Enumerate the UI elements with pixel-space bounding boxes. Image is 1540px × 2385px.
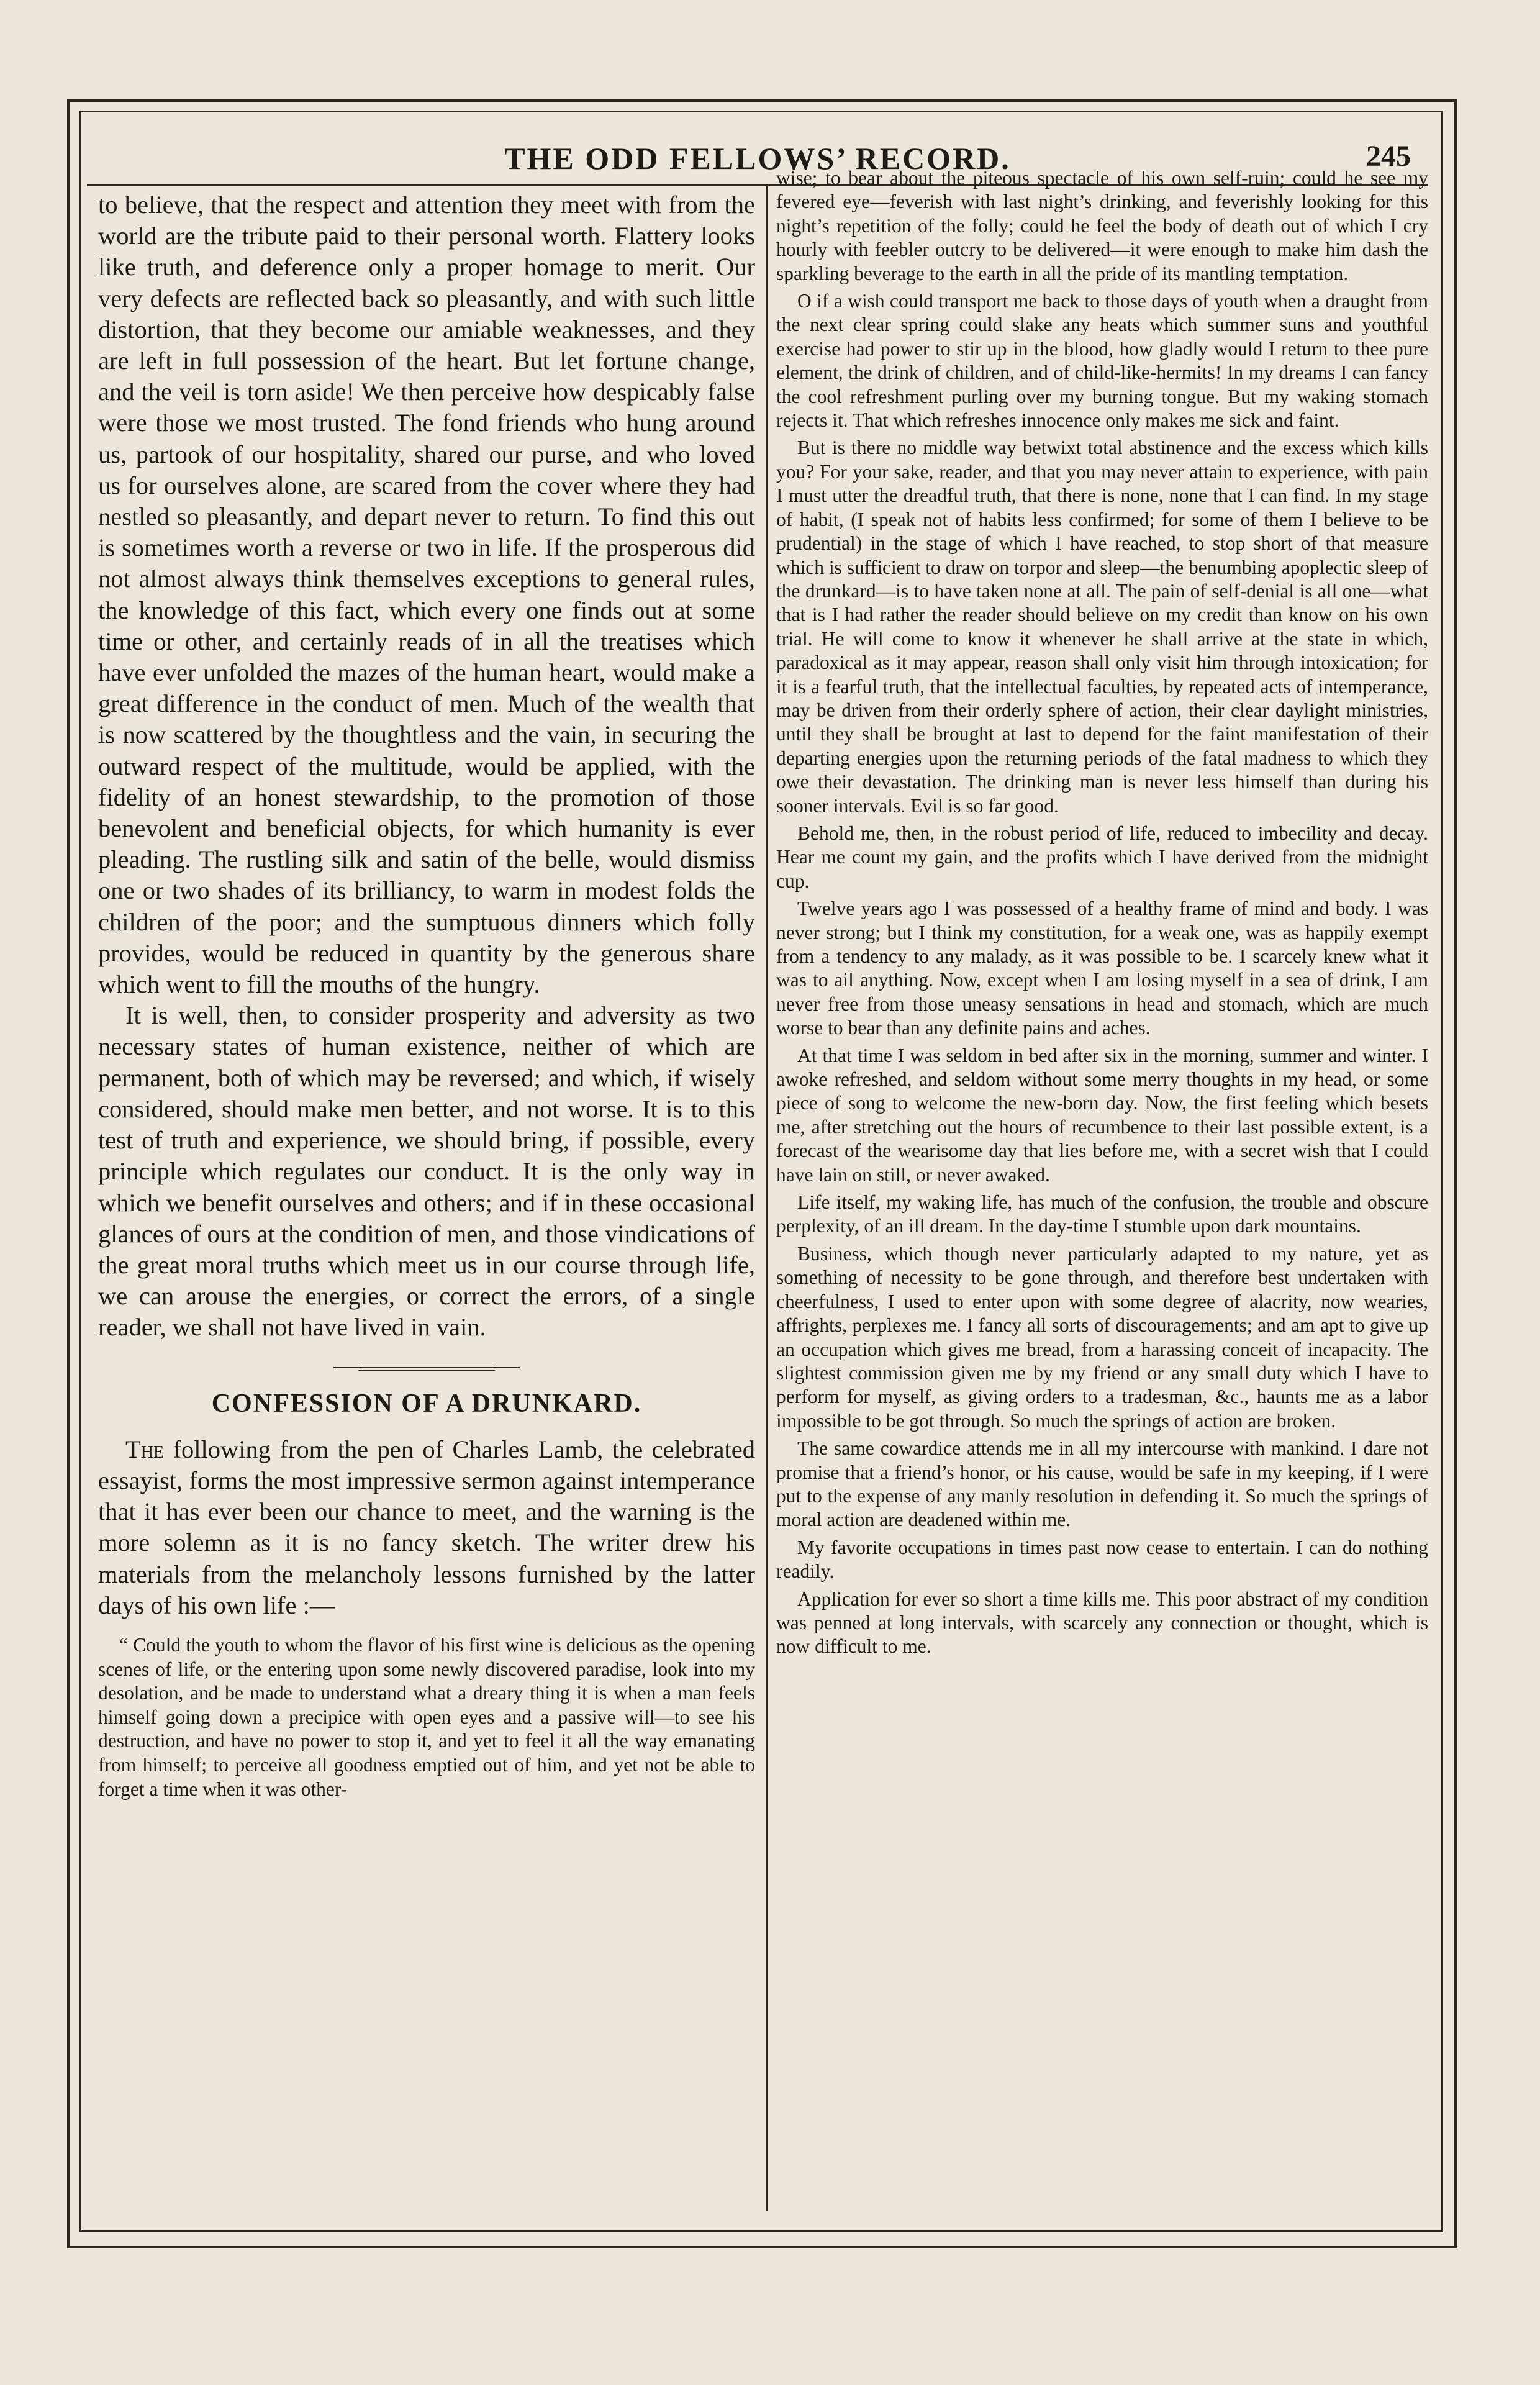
quote-paragraph: “ Could the youth to whom the flavor of his first wine is delicious as the opening scenes of life, or the entering upon some newly discovered paradise, look into my desolation, and be made to understand what a dreary thing it is when a man feels himself going down a precipice with open eyes and a passive will—to see his destruction, and have no power to stop it, and yet to feel it all the way emanating from himself; to perceive all goodness emptied out of him, and yet not be able to forget a time when it was other-	[98, 1633, 755, 1800]
paragraph: Twelve years ago I was possessed of a healthy frame of mind and body. I was never strong; but I think my constitution, for a weak one, was as happily exempt from a tendency to any malady, as it was possible to be. I scarcely knew what it was to ail anything. Now, except when I am losing myself in a sea of drink, I am never free from those uneasy sensations in head and stomach, which are much worse to bear than any definite pains and aches.	[776, 897, 1428, 1039]
publication-title: THE ODD FELLOWS’ RECORD.	[504, 141, 1011, 176]
paragraph: Behold me, then, in the robust period of life, reduced to imbecility and decay. Hear me count my gain, and the profits which I have derived from the midnight cup.	[776, 822, 1428, 892]
paragraph: O if a wish could transport me back to those days of youth when a draught from the next clear spring could slake any heats which summer suns and youthful exercise had power to stir up in the blood, how gladly would I return to thee pure element, the drink of children, and of child-like-hermits! In my dreams I can fancy the cool refreshment purling over my burning tongue. But my waking stomach rejects it. That which refreshes innocence only makes me sick and faint.	[776, 290, 1428, 432]
column-divider	[766, 186, 768, 2211]
section-title: CONFESSION OF A DRUNKARD.	[211, 1389, 642, 1418]
right-column	[776, 166, 1428, 1659]
paragraph: My favorite occupations in times past now cease to entertain. I can do nothing readily.	[776, 1536, 1428, 1583]
paragraph: to believe, that the respect and attention they meet with from the world are the tribute paid to their personal worth. Flattery looks like truth, and deference only a proper homage to merit. Our very defects are reflected back so pleasantly, and with such little distortion, that they become our amiable weaknesses, and they are left in full possession of the heart. But let fortune change, and the veil is torn aside! We then perceive how despicably false were those we most trusted. The fond friends who hung around us, partook of our hospitality, shared our purse, and who loved us for ourselves alone, are scared from the cover where they had nestled so pleasantly, and depart never to return. To find this out is sometimes worth a reverse or two in life. If the prosperous did not almost always think themselves exceptions to general rules, the knowledge of this fact, which every one finds out at some time or other, and certainly reads of in all the treatises which have ever unfolded the mazes of the human heart, would make a great difference in the conduct of men. Much of the wealth that is now scattered by the thoughtless and the vain, in securing the outward respect of the multitude, would be applied, with the fidelity of an honest stewardship, to the promotion of those benevolent and beneficial objects, for which humanity is ever pleading. The rustling silk and satin of the belle, would dismiss one or two shades of its brilliancy, to warm in modest folds the children of the poor; and the sumptuous dinners which folly provides, would be reduced in quantity by the generous share which went to fill the mouths of the hungry.	[98, 191, 755, 999]
paragraph: wise; to bear about the piteous spectacle of his own self-ruin; could he see my fevered eye—feverish with last night’s drinking, and feverishly looking for this night’s repetition of the folly; could he feel the body of death out of which I cry hourly with feebler outcry to be delivered—it were enough to make him dash the sparkling beverage to the earth in all the pride of its mantling temptation.	[776, 167, 1428, 284]
page-number: 245	[1366, 140, 1411, 173]
intro-first-word: The	[125, 1435, 165, 1463]
left-column	[98, 189, 755, 1801]
paragraph: It is well, then, to consider prosperity and adversity as two necessary states of human existence, neither of which are permanent, both of which may be reversed; and which, if wisely considered, should make men better, and not worse. It is to this test of truth and experience, we should bring, if possible, every principle which regulates our conduct. It is the only way in which we benefit ourselves and others; and if in these occasional glances of ours at the condition of men, and those vindications of the great moral truths which meet us in our course through life, we can arouse the energies, or correct the errors, of a single reader, we shall not have lived in vain.	[98, 1001, 755, 1342]
paragraph: At that time I was seldom in bed after six in the morning, summer and winter. I awoke refreshed, and seldom without some merry thoughts in my head, or some piece of song to welcome the new-born day. Now, the first feeling which besets me, after stretching out the hours of recumbence to their last possible extent, is a forecast of the wearisome day that lies before me, with a secret wish that I could have lain on still, or never awaked.	[776, 1044, 1428, 1186]
paragraph: Life itself, my waking life, has much of the confusion, the trouble and obscure perplexity, of an ill dream. In the day-time I stumble upon dark mountains.	[776, 1191, 1428, 1237]
paragraph: But is there no middle way betwixt total abstinence and the excess which kills you? For your sake, reader, and that you may never attain to experience, with pain I must utter the dreadful truth, that there is none, none that I can find. In my stage of habit, (I speak not of habits less confirmed; for some of them I believe to be prudential) in the stage of which I have reached, to stop short of that measure which is sufficient to draw on torpor and sleep—the benumbing apoplectic sleep of the drunkard—is to have taken none at all. The pain of self-denial is all one—what that is I had rather the reader should believe on my credit than know on his own trial. He will come to know it whenever he shall arrive at the state in which, paradoxical as it may appear, reason shall only visit him through intoxication; for it is a fearful truth, that the intellectual faculties, by repeated acts of intemperance, may be driven from their orderly sphere of action, their clear daylight ministries, until they shall be brought at last to depend for the faint manifestation of their departing energies upon the returning periods of the fatal madness to which they owe their devastation. The drinking man is never less himself than during his sooner intervals. Evil is so far good.	[776, 437, 1428, 817]
intro-text: following from the pen of Charles Lamb, the celebrated essayist, forms the most impressive sermon against intemperance that it has ever been our chance to meet, and the warning is the more solemn as it is no fancy sketch. The writer drew his materials from the melancholy lessons furnished by the latter days of his own life :—	[98, 1435, 755, 1619]
section-divider-ornament	[333, 1366, 520, 1370]
paragraph: Application for ever so short a time kills me. This poor abstract of my condition was penned at long intervals, with scarcely any connection or thought, which is now difficult to me.	[776, 1588, 1428, 1658]
paragraph: Business, which though never particularly adapted to my nature, yet as something of necessity to be gone through, and therefore best undertaken with cheerfulness, I used to enter upon with some degree of alacrity, now wearies, affrights, perplexes me. I fancy all sorts of discouragements; and am apt to give up an occupation which gives me bread, from a harassing conceit of incapacity. The slightest commission given me by my friend or any small duty which I have to perform for myself, as giving orders to a tradesman, &c., haunts me as a labor impossible to be got through. So much the springs of action are broken.	[776, 1242, 1428, 1432]
article-intro	[98, 1434, 755, 1621]
paragraph: The same cowardice attends me in all my intercourse with mankind. I dare not promise that a friend’s honor, or his cause, would be safe in my keeping, if I were put to the expense of any manly resolution in defending it. So much the springs of moral action are deadened within me.	[776, 1437, 1428, 1531]
